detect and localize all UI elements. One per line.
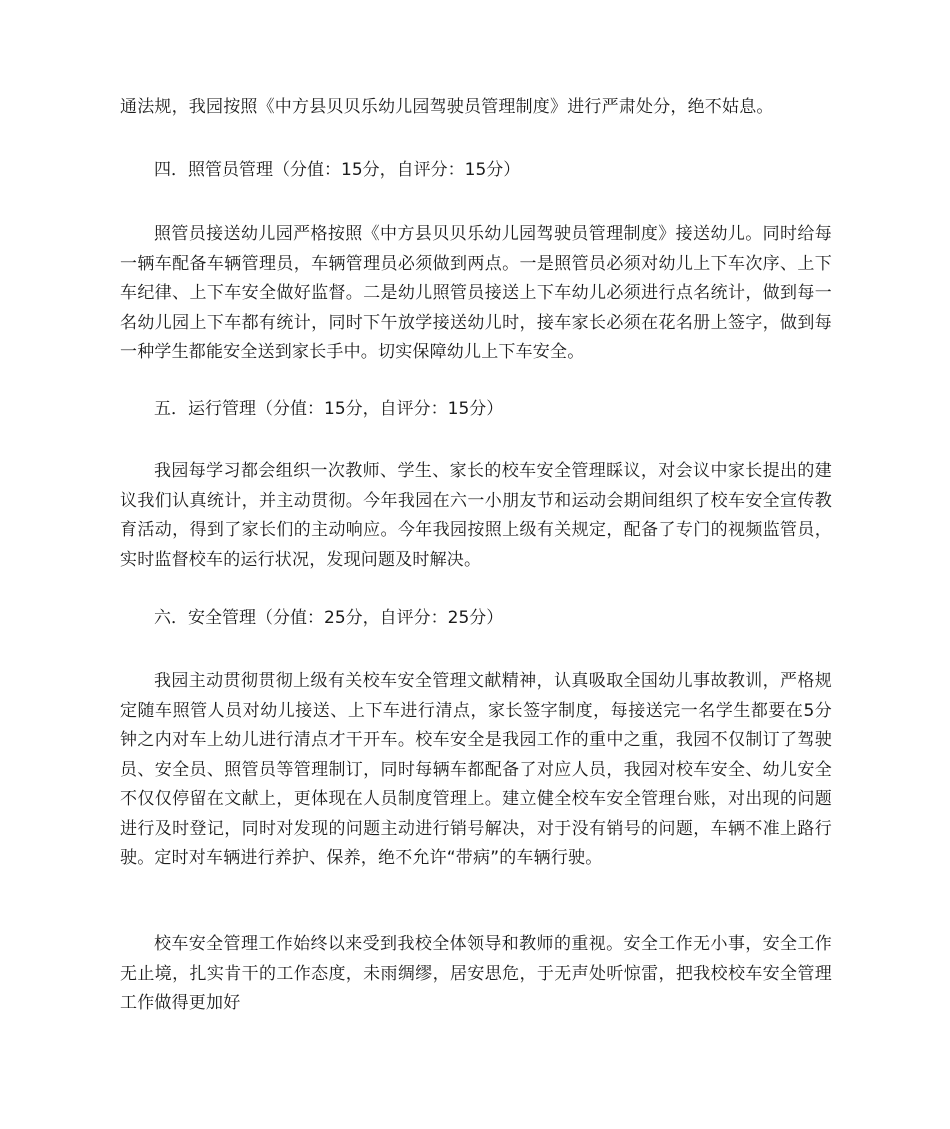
section-heading-caretaker: 四．照管员管理（分值：15分，自评分：15分） bbox=[154, 160, 521, 180]
section-heading-operation: 五．运行管理（分值：15分，自评分：15分） bbox=[154, 399, 504, 419]
section-heading-safety: 六．安全管理（分值：25分，自评分：25分） bbox=[154, 608, 504, 628]
paragraph-conclusion: 校车安全管理工作始终以来受到我校全体领导和教师的重视。安全工作无小事，安全工作无止境，扎实肯干的工作态度，未雨绸缪，居安思危，于无声处听惊雷，把我校校车安全管理工作做得更加好 bbox=[120, 934, 832, 1013]
paragraph-safety: 我园主动贯彻贯彻上级有关校车安全管理文献精神，认真吸取全国幼儿事故教训，严格规定随车照管人员对幼儿接送、上下车进行清点，家长签字制度，每接送完一名学生都要在5分钟之内对车上幼儿进行清点才干开车。校车安全是我园工作的重中之重，我园不仅制订了驾驶员、安全员、照管员等管理制订，同时每辆车都配备了对应人员，我园对校车安全、幼儿安全不仅仅停留在文献上，更体现在人员制度管理上。建立健全校车安全管理台账，对出现的问题进行及时登记，同时对发现的问题主动进行销号解决，对于没有销号的问题，车辆不准上路行驶。定时对车辆进行养护、保养，绝不允许“带病”的车辆行驶。 bbox=[120, 671, 832, 868]
paragraph-caretaker: 照管员接送幼儿园严格按照《中方县贝贝乐幼儿园驾驶员管理制度》接送幼儿。同时给每一辆车配备车辆管理员，车辆管理员必须做到两点。一是照管员必须对幼儿上下车次序、上下车纪律、上下车安全做好监督。二是幼儿照管员接送上下车幼儿必须进行点名统计，做到每一名幼儿园上下车都有统计，同时下午放学接送幼儿时，接车家长必须在花名册上签字，做到每一种学生都能安全送到家长手中。切实保障幼儿上下车安全。 bbox=[120, 224, 832, 362]
paragraph-operation: 我园每学习都会组织一次教师、学生、家长的校车安全管理睬议，对会议中家长提出的建议我们认真统计，并主动贯彻。今年我园在六一小朋友节和运动会期间组织了校车安全宣传教育活动，得到了家长们的主动响应。今年我园按照上级有关规定，配备了专门的视频监管员，实时监督校车的运行状况，发现问题及时解决。 bbox=[120, 461, 832, 570]
paragraph-continuation: 通法规，我园按照《中方县贝贝乐幼儿园驾驶员管理制度》进行严肃处分，绝不姑息。 bbox=[120, 97, 774, 117]
